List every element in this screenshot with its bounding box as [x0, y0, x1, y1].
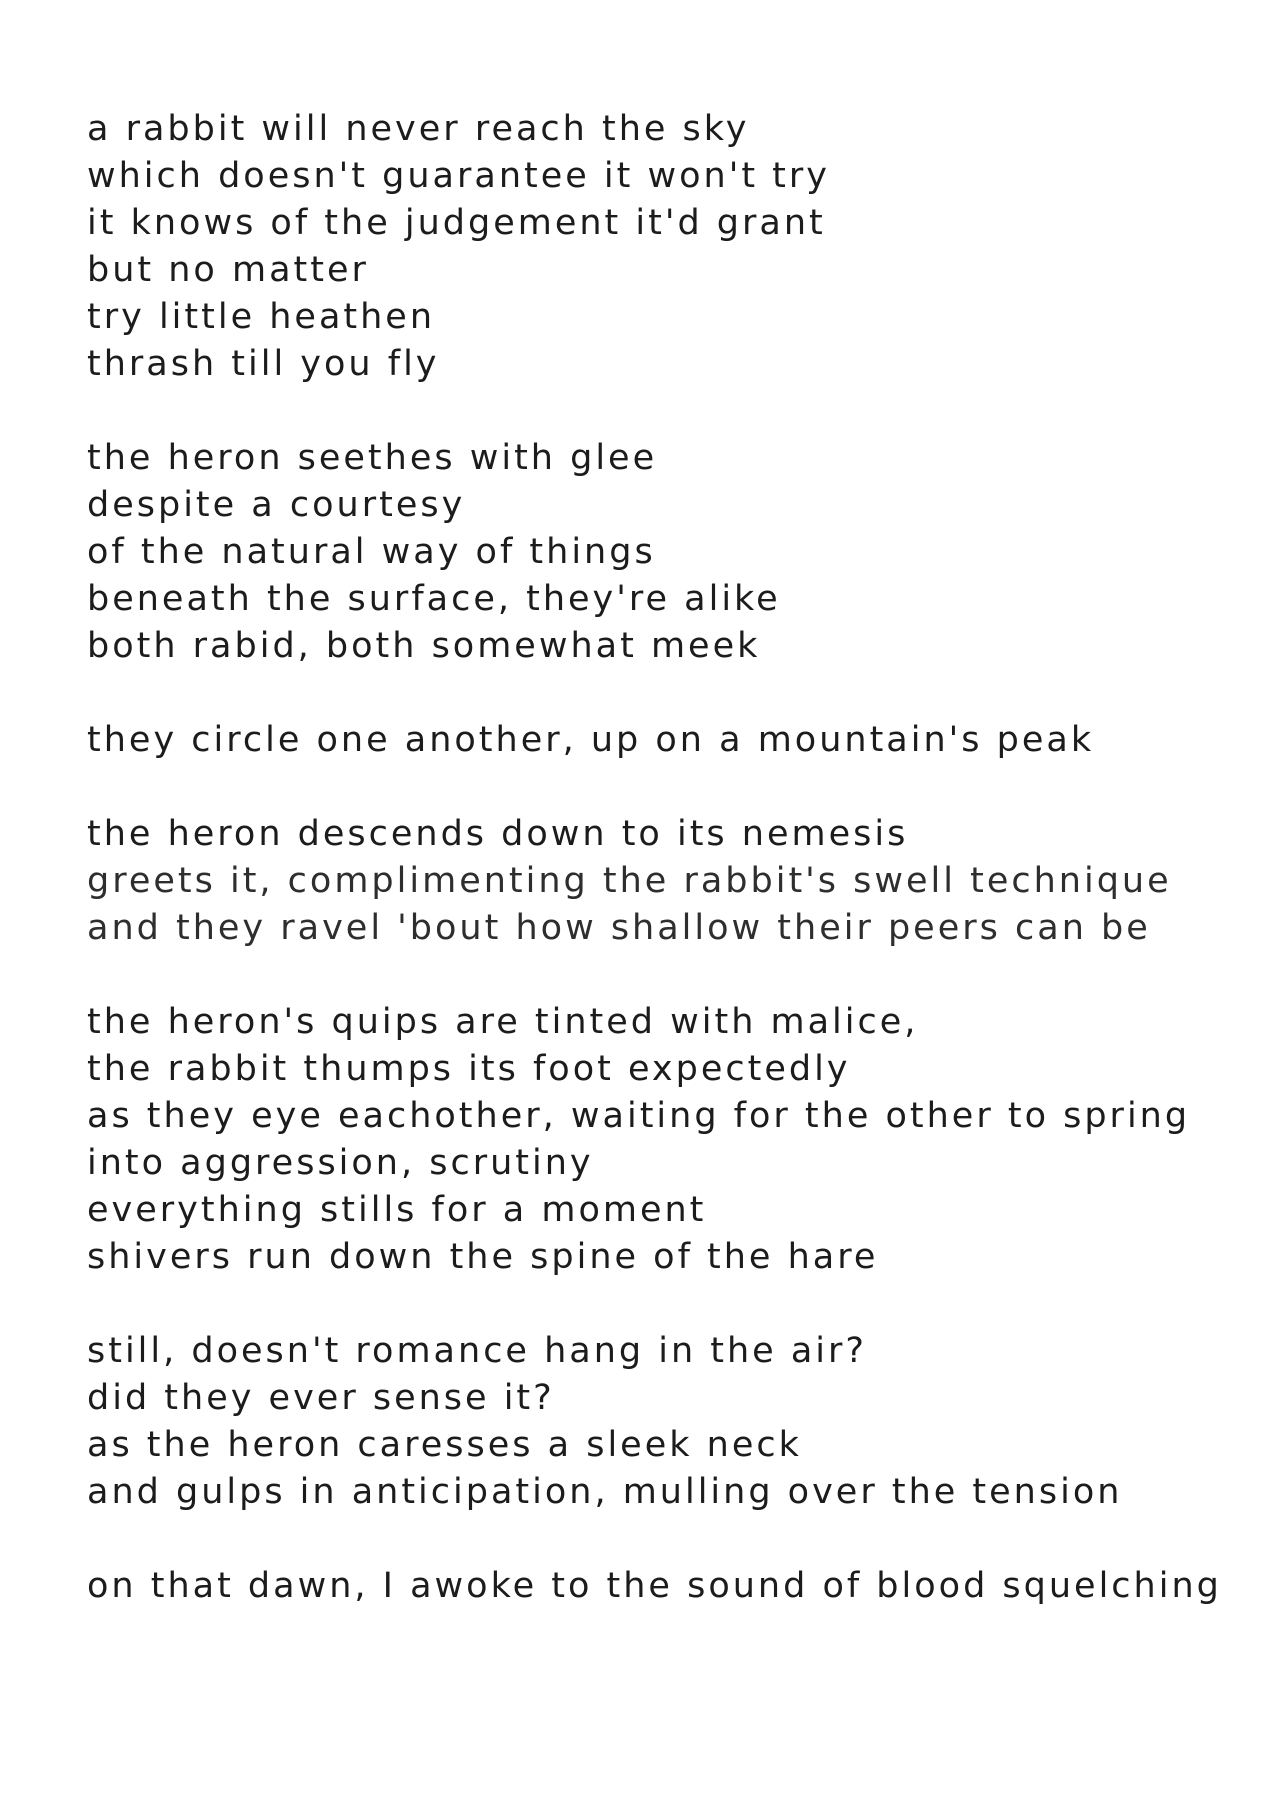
stanza-6: [87, 1328, 1247, 1516]
poem-line: shivers run down the spine of the hare: [87, 1237, 879, 1277]
poem-line: and gulps in anticipation, mulling over the tension: [87, 1472, 1123, 1512]
poem-line: as the heron caresses a sleek neck: [87, 1425, 802, 1465]
poem-line: and they ravel 'bout how shallow their peers can be: [87, 908, 1151, 948]
poem-line: the rabbit thumps its foot expectedly: [87, 1049, 851, 1089]
poem-line: it knows of the judgement it'd grant: [87, 203, 826, 243]
poem-line: a rabbit will never reach the sky: [87, 109, 750, 149]
poem-line: greets it, complimenting the rabbit's swell technique: [87, 861, 1172, 901]
poem-line: try little heathen: [87, 297, 436, 337]
stanza-3: [87, 717, 1247, 764]
poem-line: despite a courtesy: [87, 485, 466, 525]
poem: [87, 106, 1247, 1657]
poem-line: they circle one another, up on a mountain's peak: [87, 720, 1095, 760]
poem-line: both rabid, both somewhat meek: [87, 626, 761, 666]
poem-line: of the natural way of things: [87, 532, 656, 572]
poem-line: but no matter: [87, 250, 369, 290]
stanza-1: [87, 106, 1247, 388]
stanza-4: [87, 811, 1247, 952]
stanza-5: [87, 999, 1247, 1281]
poem-line: the heron's quips are tinted with malice,: [87, 1002, 919, 1042]
poem-line: into aggression, scrutiny: [87, 1143, 594, 1183]
stanza-2: [87, 435, 1247, 670]
poem-line: as they eye eachother, waiting for the other to spring: [87, 1096, 1191, 1136]
poem-line: the heron seethes with glee: [87, 438, 658, 478]
stanza-7: [87, 1563, 1247, 1610]
poem-line: beneath the surface, they're alike: [87, 579, 781, 619]
poem-line: thrash till you fly: [87, 344, 440, 384]
poem-line: the heron descends down to its nemesis: [87, 814, 909, 854]
poem-line: everything stills for a moment: [87, 1190, 707, 1230]
poem-line: did they ever sense it?: [87, 1378, 555, 1418]
poem-line: still, doesn't romance hang in the air?: [87, 1331, 867, 1371]
poem-line: on that dawn, I awoke to the sound of blood squelching: [87, 1566, 1222, 1606]
poem-line: which doesn't guarantee it won't try: [87, 156, 831, 196]
